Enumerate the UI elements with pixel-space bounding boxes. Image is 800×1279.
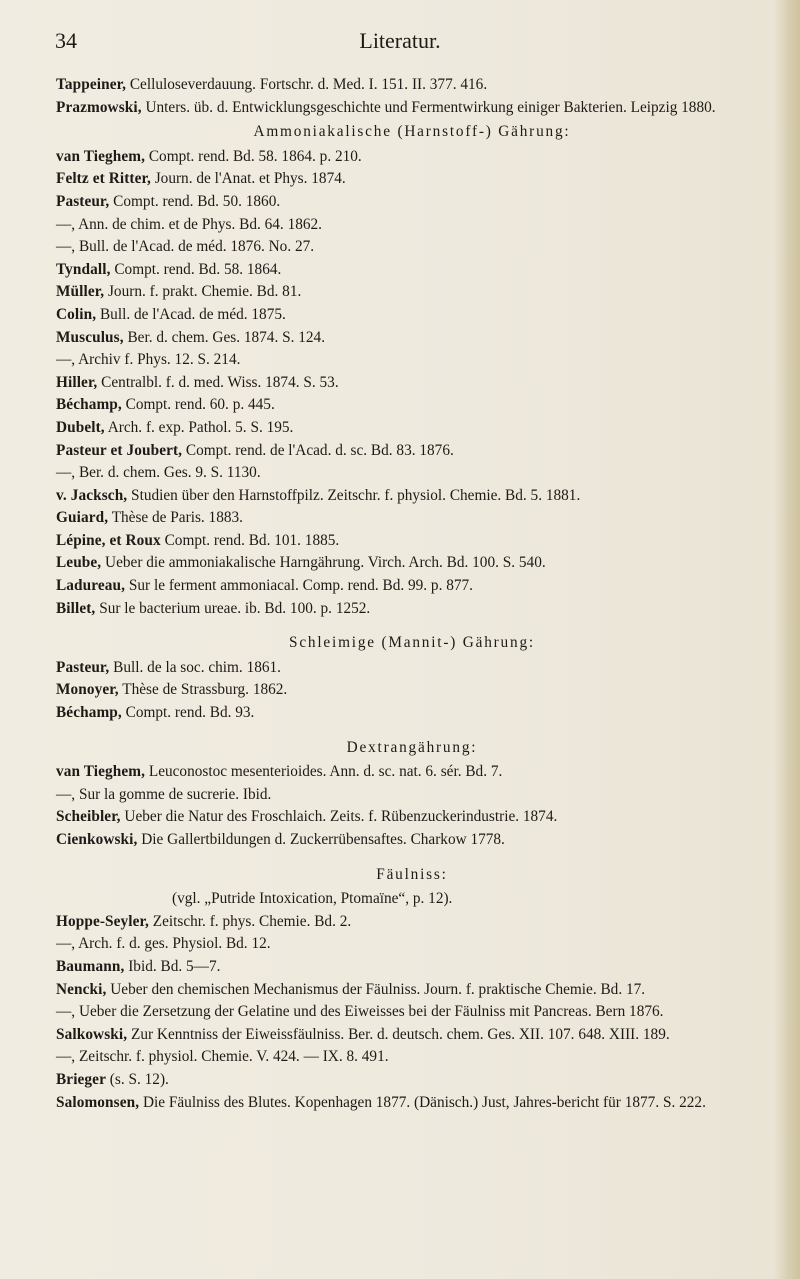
entry-author: Scheibler, [56,808,121,826]
bibliography-entry [56,1046,768,1069]
entry-text: Ueber die ammoniakalische Harngährung. Virch. Arch. Bd. 100. S. 540. [101,554,546,572]
entry-author: Baumann, [56,957,125,975]
bibliography-entry [56,1024,768,1047]
bibliography-entry [56,236,768,259]
entry-text: Leuconostoc mesenterioides. Ann. d. sc. nat. 6. sér. Bd. 7. [145,763,503,781]
entry-text: (s. S. 12). [105,1070,169,1088]
entry-text: Compt. rend. Bd. 101. 1885. [160,531,340,549]
section-heading: Ammoniakalische (Harnstoff-) Gährung: [253,123,571,141]
entry-text: Thèse de Strassburg. 1862. [118,681,288,699]
entry-author: Pasteur, [56,658,110,676]
entry-text: Die Gallertbildungen d. Zuckerrübensaftes. Charkow 1778. [137,831,505,848]
bibliography-entry [56,168,768,191]
bibliography-entry [56,191,768,214]
section-heading: Dextrangährung: [346,738,478,756]
entry-text: Ber. d. chem. Ges. 1874. S. 124. [123,328,326,346]
bibliography-entry [56,956,768,979]
bibliography-entry [56,530,768,553]
bibliography-entry [56,417,768,440]
entry-author: Colin, [56,305,97,323]
bibliography-list [56,74,768,1114]
bibliography-entry [56,552,768,575]
page-header [55,28,745,54]
entry-text: Compt. rend. de l'Acad. d. sc. Bd. 83. 1876. [182,441,454,459]
bibliography-entry [56,933,768,956]
entry-author: Dubelt, [56,418,105,436]
entry-text: Celluloseverdauung. Fortschr. d. Med. I. 151. II. 377. 416. [126,76,488,93]
entry-text: Compt. rend. Bd. 50. 1860. [109,192,281,210]
entry-author: Leube, [56,554,102,572]
bibliography-entry [56,575,768,598]
entry-text: —, Archiv f. Phys. 12. S. 214. [56,351,241,369]
entry-author: Pasteur, [56,192,110,210]
entry-text: Compt. rend. Bd. 58. 1864. p. 210. [145,147,362,165]
bibliography-entry [56,702,768,725]
entry-text: —, Bull. de l'Acad. de méd. 1876. No. 27. [56,238,315,256]
entry-text: Sur le ferment ammoniacal. Comp. rend. Bd. 99. p. 877. [125,577,473,595]
entry-author: Monoyer, [56,681,119,699]
entry-text: Ibid. Bd. 5—7. [124,957,221,975]
bibliography-entry [56,327,768,350]
entry-text: Journ. f. prakt. Chemie. Bd. 81. [104,283,302,301]
entry-text: —, Ber. d. chem. Ges. 9. S. 1130. [56,464,261,482]
entry-text: —, Ueber die Zersetzung der Gelatine und des Eiweisses bei der Fäulniss mit Pancreas. Bern 1876. [56,1003,664,1021]
bibliography-entry [56,259,768,282]
entry-text: Die Fäulniss des Blutes. Kopenhagen 1877. (Dänisch.) Just, Jahres-bericht für 1877. S. 222. [139,1093,706,1111]
bibliography-entry [56,829,768,852]
entry-author: Salkowski, [56,1025,128,1043]
entry-author: van Tieghem, [56,763,146,781]
entry-author: van Tieghem, [56,147,146,165]
bibliography-entry [56,806,768,829]
bibliography-entry [56,1092,768,1115]
bibliography-entry [56,304,768,327]
bibliography-entry [56,394,768,417]
entry-author: Hoppe-Seyler, [56,912,149,930]
entry-author: Cienkowski, [56,831,138,848]
entry-text: Ueber den chemischen Mechanismus der Fäulniss. Journ. f. praktische Chemie. Bd. 17. [106,980,646,998]
bibliography-entry [56,372,768,395]
entry-author: Guiard, [56,509,109,527]
entry-text: Journ. de l'Anat. et Phys. 1874. [150,170,346,188]
section-heading: Schleimige (Mannit-) Gährung: [289,634,535,652]
entry-text: Arch. f. exp. Pathol. 5. S. 195. [104,418,294,436]
entry-author: Billet, [56,599,96,617]
entry-text: —, Zeitschr. f. physiol. Chemie. V. 424. — IX. 8. 491. [56,1048,389,1066]
entry-text: Thèse de Paris. 1883. [108,509,243,527]
entry-author: Brieger [56,1070,106,1088]
entry-author: Müller, [56,283,105,301]
bibliography-entry [56,979,768,1002]
entry-text: —, Sur la gomme de sucrerie. Ibid. [56,785,272,803]
entry-text: Ueber die Natur des Froschlaich. Zeits. f. Rübenzuckerindustrie. 1874. [120,808,558,826]
section-heading: Fäulniss: [376,865,448,883]
bibliography-entry [56,462,768,485]
page-number: 34 [55,28,77,53]
entry-text: —, Arch. f. d. ges. Physiol. Bd. 12. [56,935,271,953]
bibliography-entry [56,657,768,680]
bibliography-entry [56,784,768,807]
running-title: Literatur. [359,28,441,53]
entry-text: Unters. üb. d. Entwicklungsgeschichte und Fermentwirkung einiger Bakterien. Leipzig 1880. [141,98,716,116]
entry-author: Béchamp, [56,704,122,722]
bibliography-entry [56,281,768,304]
entry-author: Prazmowski, [56,98,142,116]
entry-text: Compt. rend. Bd. 58. 1864. [110,260,282,278]
bibliography-entry [56,507,768,530]
bibliography-entry [56,97,768,120]
entry-author: Nencki, [56,980,107,998]
bibliography-entry [56,1069,768,1092]
bibliography-entry [56,598,768,621]
page-edge-shadow [774,0,800,1279]
entry-text: Centralbl. f. d. med. Wiss. 1874. S. 53. [97,373,339,391]
entry-author: Hiller, [56,373,98,391]
entry-text: Bull. de la soc. chim. 1861. [109,658,282,676]
bibliography-entry [56,761,768,784]
bibliography-entry [56,679,768,702]
entry-text: Sur le bacterium ureae. ib. Bd. 100. p. 1252. [95,599,371,617]
entry-author: Salomonsen, [56,1093,140,1111]
entry-author: Tappeiner, [56,76,127,93]
entry-text: Studien über den Harnstoffpilz. Zeitschr. f. physiol. Chemie. Bd. 5. 1881. [127,486,581,504]
bibliography-entry [56,911,768,934]
entry-author: Lépine, et Roux [56,531,161,549]
bibliography-entry [56,214,768,237]
entry-author: Béchamp, [56,396,122,414]
entry-author: Tyndall, [56,260,111,278]
entry-text: Compt. rend. Bd. 93. [121,704,255,722]
entry-text: Compt. rend. 60. p. 445. [121,396,275,414]
entry-author: Pasteur et Joubert, [56,441,183,459]
bibliography-entry [56,146,768,169]
bibliography-entry [56,74,768,97]
entry-text: Zur Kenntniss der Eiweissfäulniss. Ber. d. deutsch. chem. Ges. XII. 107. 648. XIII. 189. [127,1025,670,1043]
entry-author: Feltz et Ritter, [56,170,151,188]
entry-text: —, Ann. de chim. et de Phys. Bd. 64. 1862. [56,215,322,233]
bibliography-entry [56,1001,768,1024]
entry-text: Bull. de l'Acad. de méd. 1875. [96,305,286,323]
entry-author: Musculus, [56,328,124,346]
bibliography-entry [56,485,768,508]
bibliography-entry [56,440,768,463]
entry-author: Ladureau, [56,577,126,595]
bibliography-entry [56,349,768,372]
entry-author: v. Jacksch, [56,486,128,504]
section-note: (vgl. „Putride Intoxication, Ptomaïne“, p. 12). [172,890,453,908]
entry-text: Zeitschr. f. phys. Chemie. Bd. 2. [148,912,352,930]
